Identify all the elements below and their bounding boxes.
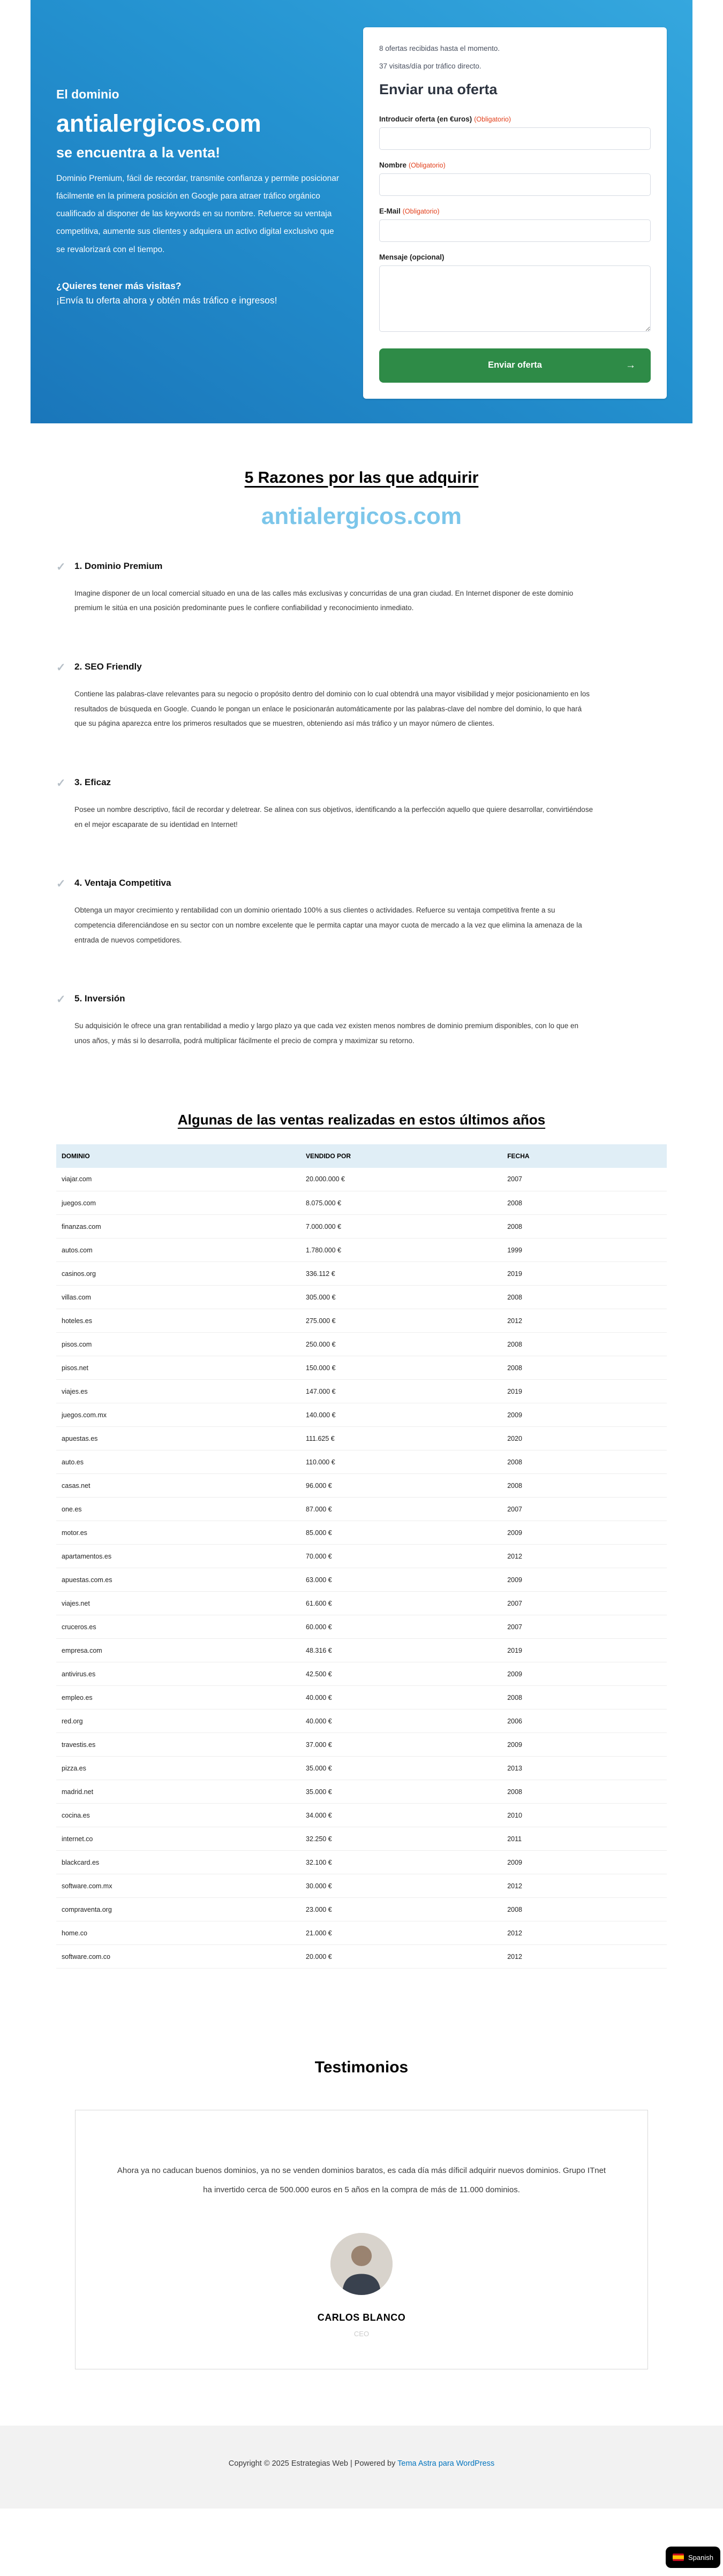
- cell-year: 2008: [502, 1780, 667, 1804]
- cell-year: 2009: [502, 1521, 667, 1545]
- cell-domain: apartamentos.es: [56, 1545, 300, 1568]
- language-switcher[interactable]: [666, 2547, 720, 2568]
- cell-price: 70.000 €: [300, 1545, 502, 1568]
- cell-price: 147.000 €: [300, 1380, 502, 1403]
- cell-year: 2012: [502, 1921, 667, 1945]
- cell-price: 8.075.000 €: [300, 1191, 502, 1215]
- testimonials-section: [0, 2058, 723, 2369]
- hero-domain-title: antialergicos.com: [56, 110, 261, 137]
- offer-form-card: [363, 27, 667, 399]
- cell-domain: empleo.es: [56, 1686, 300, 1709]
- cell-domain: viajes.es: [56, 1380, 300, 1403]
- message-textarea[interactable]: [379, 265, 651, 332]
- column-header-vendido-por: VENDIDO POR: [300, 1144, 502, 1168]
- cell-year: 2009: [502, 1568, 667, 1592]
- table-row: [56, 1780, 667, 1804]
- table-header-row: [56, 1144, 667, 1168]
- table-row: [56, 1427, 667, 1450]
- reason-list: [56, 561, 624, 1048]
- table-row: [56, 1309, 667, 1333]
- cell-domain: empresa.com: [56, 1639, 300, 1662]
- cell-domain: pizza.es: [56, 1757, 300, 1780]
- cell-price: 37.000 €: [300, 1733, 502, 1757]
- reason-item: [56, 993, 624, 1048]
- cell-domain: pisos.com: [56, 1333, 300, 1356]
- reasons-section: [0, 469, 723, 1048]
- cell-price: 40.000 €: [300, 1686, 502, 1709]
- reasons-domain: antialergicos.com: [261, 503, 462, 529]
- check-icon: ✓: [56, 661, 66, 674]
- language-label: Spanish: [688, 2553, 713, 2562]
- cell-price: 111.625 €: [300, 1427, 502, 1450]
- cell-year: 2008: [502, 1191, 667, 1215]
- cell-price: 336.112 €: [300, 1262, 502, 1286]
- table-row: [56, 1474, 667, 1498]
- cell-domain: finanzas.com: [56, 1215, 300, 1238]
- cell-price: 275.000 €: [300, 1309, 502, 1333]
- cell-year: 2019: [502, 1639, 667, 1662]
- cell-domain: madrid.net: [56, 1780, 300, 1804]
- reason-text: Obtenga un mayor crecimiento y rentabilidad con un dominio orientado 100% a sus clientes o actividades. Refuerce su ventaja competitiva frente a su competencia diferenciándose en su sector con un nombre excelente que le permita captar una mayor cuota de mercado a la vez que elimina la amenaza de la entrada de nuevos competidores.: [74, 906, 582, 944]
- table-row: [56, 1921, 667, 1945]
- email-input[interactable]: [379, 219, 651, 242]
- hero-cta: [56, 279, 341, 308]
- cell-domain: juegos.com.mx: [56, 1403, 300, 1427]
- cell-domain: software.com.co: [56, 1945, 300, 1969]
- cell-year: 2009: [502, 1733, 667, 1757]
- cell-price: 34.000 €: [300, 1804, 502, 1827]
- cell-year: 2008: [502, 1356, 667, 1380]
- hero-cta-line: ¡Envía tu oferta ahora y obtén más tráfico e ingresos!: [56, 295, 277, 306]
- cell-domain: home.co: [56, 1921, 300, 1945]
- table-row: [56, 1238, 667, 1262]
- name-label: Nombre (Obligatorio): [379, 161, 446, 169]
- footer: [0, 2426, 723, 2509]
- cell-domain: auto.es: [56, 1450, 300, 1474]
- email-label: E-Mail (Obligatorio): [379, 207, 440, 215]
- name-input[interactable]: [379, 173, 651, 196]
- column-header-fecha: FECHA: [502, 1144, 667, 1168]
- hero-section: [31, 0, 692, 423]
- cell-year: 1999: [502, 1238, 667, 1262]
- cell-price: 21.000 €: [300, 1921, 502, 1945]
- table-row: [56, 1757, 667, 1780]
- cell-year: 2012: [502, 1309, 667, 1333]
- cell-domain: viajar.com: [56, 1168, 300, 1191]
- table-row: [56, 1333, 667, 1356]
- cell-year: 2008: [502, 1215, 667, 1238]
- reason-title: 4. Ventaja Competitiva: [74, 878, 171, 888]
- cell-year: 2020: [502, 1427, 667, 1450]
- required-tag: (Obligatorio): [474, 115, 511, 123]
- sales-section: [0, 1112, 723, 1969]
- cell-domain: cruceros.es: [56, 1615, 300, 1639]
- table-row: [56, 1168, 667, 1191]
- table-row: [56, 1450, 667, 1474]
- person-photo-placeholder: [330, 2233, 393, 2295]
- required-tag: (Obligatorio): [402, 207, 440, 215]
- cell-price: 40.000 €: [300, 1709, 502, 1733]
- cell-price: 30.000 €: [300, 1874, 502, 1898]
- cell-domain: software.com.mx: [56, 1874, 300, 1898]
- cell-price: 42.500 €: [300, 1662, 502, 1686]
- cell-price: 32.100 €: [300, 1851, 502, 1874]
- cell-year: 2012: [502, 1545, 667, 1568]
- cell-domain: cocina.es: [56, 1804, 300, 1827]
- table-row: [56, 1262, 667, 1286]
- table-row: [56, 1356, 667, 1380]
- cell-year: 2007: [502, 1498, 667, 1521]
- theme-link[interactable]: Tema Astra para WordPress: [397, 2459, 495, 2468]
- cell-price: 140.000 €: [300, 1403, 502, 1427]
- cell-year: 2009: [502, 1662, 667, 1686]
- cell-year: 2008: [502, 1333, 667, 1356]
- cell-price: 7.000.000 €: [300, 1215, 502, 1238]
- avatar: [330, 2233, 393, 2295]
- cell-year: 2008: [502, 1898, 667, 1921]
- cell-price: 1.780.000 €: [300, 1238, 502, 1262]
- cell-domain: autos.com: [56, 1238, 300, 1262]
- cell-price: 87.000 €: [300, 1498, 502, 1521]
- sales-heading: Algunas de las ventas realizadas en estos últimos años: [177, 1111, 546, 1128]
- testimonials-heading: Testimonios: [314, 2058, 409, 2077]
- cell-price: 35.000 €: [300, 1780, 502, 1804]
- cell-year: 2019: [502, 1262, 667, 1286]
- testimonial-card: [75, 2110, 648, 2369]
- cell-year: 2009: [502, 1851, 667, 1874]
- cell-price: 32.250 €: [300, 1827, 502, 1851]
- cell-domain: villas.com: [56, 1286, 300, 1309]
- cell-domain: casas.net: [56, 1474, 300, 1498]
- cell-price: 96.000 €: [300, 1474, 502, 1498]
- cell-price: 23.000 €: [300, 1898, 502, 1921]
- cell-domain: pisos.net: [56, 1356, 300, 1380]
- submit-offer-label: Enviar oferta: [488, 360, 542, 370]
- cell-price: 35.000 €: [300, 1757, 502, 1780]
- cell-year: 2008: [502, 1474, 667, 1498]
- arrow-right-icon: →: [626, 359, 636, 371]
- table-row: [56, 1639, 667, 1662]
- table-row: [56, 1215, 667, 1238]
- hero-subtitle: se encuentra a la venta!: [56, 144, 221, 161]
- table-row: [56, 1686, 667, 1709]
- table-row: [56, 1733, 667, 1757]
- reason-title: 5. Inversión: [74, 993, 125, 1004]
- cell-year: 2012: [502, 1874, 667, 1898]
- reason-text: Su adquisición le ofrece una gran rentabilidad a medio y largo plazo ya que cada vez existen menos nombres de dominio premium disponibles, con lo que en unos años, y más si lo desarrolla, podrá multiplicar fácilmente el precio de compra y maximizar su retorno.: [74, 1022, 579, 1045]
- reason-title: 1. Dominio Premium: [74, 560, 163, 571]
- table-row: [56, 1709, 667, 1733]
- spanish-flag-icon: [673, 2554, 684, 2561]
- reason-item: [56, 662, 624, 731]
- hero-intro: [56, 27, 341, 399]
- cell-domain: apuestas.es: [56, 1427, 300, 1450]
- cell-domain: one.es: [56, 1498, 300, 1521]
- cell-price: 305.000 €: [300, 1286, 502, 1309]
- cell-domain: apuestas.com.es: [56, 1568, 300, 1592]
- cell-domain: internet.co: [56, 1827, 300, 1851]
- cell-year: 2013: [502, 1757, 667, 1780]
- cell-price: 85.000 €: [300, 1521, 502, 1545]
- table-row: [56, 1662, 667, 1686]
- offers-count-stat: 8 ofertas recibidas hasta el momento.: [379, 44, 500, 52]
- message-label: Mensaje (opcional): [379, 253, 445, 261]
- column-header-dominio: DOMINIO: [56, 1144, 300, 1168]
- cell-domain: compraventa.org: [56, 1898, 300, 1921]
- cell-year: 2019: [502, 1380, 667, 1403]
- hero-cta-question: ¿Quieres tener más visitas?: [56, 280, 182, 292]
- reason-item: [56, 561, 624, 615]
- cell-domain: red.org: [56, 1709, 300, 1733]
- cell-year: 2011: [502, 1827, 667, 1851]
- table-row: [56, 1568, 667, 1592]
- cell-domain: antivirus.es: [56, 1662, 300, 1686]
- cell-year: 2009: [502, 1403, 667, 1427]
- testimonial-quote: Ahora ya no caducan buenos dominios, ya no se venden dominios baratos, es cada día más díficil adquirir nuevos dominios. Grupo ITnet ha invertido cerca de 500.000 euros en 5 años en la compra de más de 11.000 dominios.: [117, 2166, 606, 2195]
- table-row: [56, 1804, 667, 1827]
- reasons-heading: 5 Razones por las que adquirir: [244, 468, 479, 487]
- reason-title: 2. SEO Friendly: [74, 661, 142, 672]
- cell-year: 2006: [502, 1709, 667, 1733]
- reason-item: [56, 878, 624, 947]
- hero-kicker: El dominio: [56, 87, 119, 101]
- cell-price: 20.000 €: [300, 1945, 502, 1969]
- table-row: [56, 1286, 667, 1309]
- table-row: [56, 1898, 667, 1921]
- table-row: [56, 1874, 667, 1898]
- table-row: [56, 1851, 667, 1874]
- reason-text: Posee un nombre descriptivo, fácil de recordar y deletrear. Se alinea con sus objetivos, identificando a la perfección aquello que quiere desarrollar, convirtiéndose en el mejor escaparate de su identidad en Internet!: [74, 805, 593, 829]
- cell-year: 2008: [502, 1286, 667, 1309]
- cell-year: 2007: [502, 1168, 667, 1191]
- table-row: [56, 1945, 667, 1969]
- sales-table: [56, 1144, 667, 1969]
- cell-domain: casinos.org: [56, 1262, 300, 1286]
- hero-description: Dominio Premium, fácil de recordar, transmite confianza y permite posicionar fácilmente en la primera posición en Google para atraer tráfico orgánico cualificado al disponer de las keywords en su nombre. Refuerce su ventaja competitiva, aumente sus clientes y adquiera un activo digital exclusivo que se revalorizará con el tiempo.: [56, 173, 340, 254]
- cell-price: 250.000 €: [300, 1333, 502, 1356]
- table-row: [56, 1615, 667, 1639]
- visits-stat: 37 visitas/día por tráfico directo.: [379, 62, 481, 71]
- cell-price: 63.000 €: [300, 1568, 502, 1592]
- testimonial-role: CEO: [353, 2330, 370, 2338]
- reason-title: 3. Eficaz: [74, 777, 111, 787]
- cell-domain: viajes.net: [56, 1592, 300, 1615]
- offer-form-title: Enviar una oferta: [379, 81, 498, 97]
- cell-price: 48.316 €: [300, 1639, 502, 1662]
- table-row: [56, 1545, 667, 1568]
- cell-year: 2007: [502, 1592, 667, 1615]
- required-tag: (Obligatorio): [409, 161, 446, 169]
- offer-amount-label: Introducir oferta (en €uros) (Obligatorio): [379, 115, 511, 123]
- cell-price: 60.000 €: [300, 1615, 502, 1639]
- cell-price: 61.600 €: [300, 1592, 502, 1615]
- cell-domain: hoteles.es: [56, 1309, 300, 1333]
- cell-domain: motor.es: [56, 1521, 300, 1545]
- cell-year: 2008: [502, 1686, 667, 1709]
- cell-year: 2010: [502, 1804, 667, 1827]
- table-row: [56, 1191, 667, 1215]
- cell-price: 150.000 €: [300, 1356, 502, 1380]
- reason-item: [56, 777, 624, 832]
- offer-amount-input[interactable]: [379, 127, 651, 150]
- cell-year: 2012: [502, 1945, 667, 1969]
- cell-price: 20.000.000 €: [300, 1168, 502, 1191]
- table-row: [56, 1498, 667, 1521]
- cell-domain: blackcard.es: [56, 1851, 300, 1874]
- table-row: [56, 1827, 667, 1851]
- table-row: [56, 1521, 667, 1545]
- cell-year: 2007: [502, 1615, 667, 1639]
- cell-price: 110.000 €: [300, 1450, 502, 1474]
- cell-year: 2008: [502, 1450, 667, 1474]
- copyright: Copyright © 2025 Estrategias Web | Powered by Tema Astra para WordPress: [228, 2459, 495, 2468]
- check-icon: ✓: [56, 777, 66, 789]
- submit-offer-button[interactable]: [379, 348, 651, 383]
- testimonial-name: CARLOS BLANCO: [317, 2312, 406, 2323]
- table-row: [56, 1380, 667, 1403]
- check-icon: ✓: [56, 560, 66, 573]
- cell-domain: juegos.com: [56, 1191, 300, 1215]
- table-row: [56, 1403, 667, 1427]
- reason-text: Contiene las palabras-clave relevantes para su negocio o propósito dentro del dominio con lo cual obtendrá una mayor visibilidad y mejor posicionamiento en los resultados de búsqueda en Google. Cuando le pongan un enlace le posicionarán automáticamente por las palabras-clave del nombre del dominio, lo que hará que su página aparezca entre los primeros resultados que se muestren, obteniendo así más tráfico y un mayor número de clientes.: [74, 689, 590, 728]
- table-row: [56, 1592, 667, 1615]
- reason-text: Imagine disponer de un local comercial situado en una de las calles más exclusivas y concurridas de una gran ciudad. En Internet disponer de este dominio premium le sitúa en una posición predominante pues le confiere confiabilidad y reconocimiento inmediato.: [74, 589, 574, 612]
- check-icon: ✓: [56, 878, 66, 891]
- cell-domain: travestis.es: [56, 1733, 300, 1757]
- check-icon: ✓: [56, 993, 66, 1006]
